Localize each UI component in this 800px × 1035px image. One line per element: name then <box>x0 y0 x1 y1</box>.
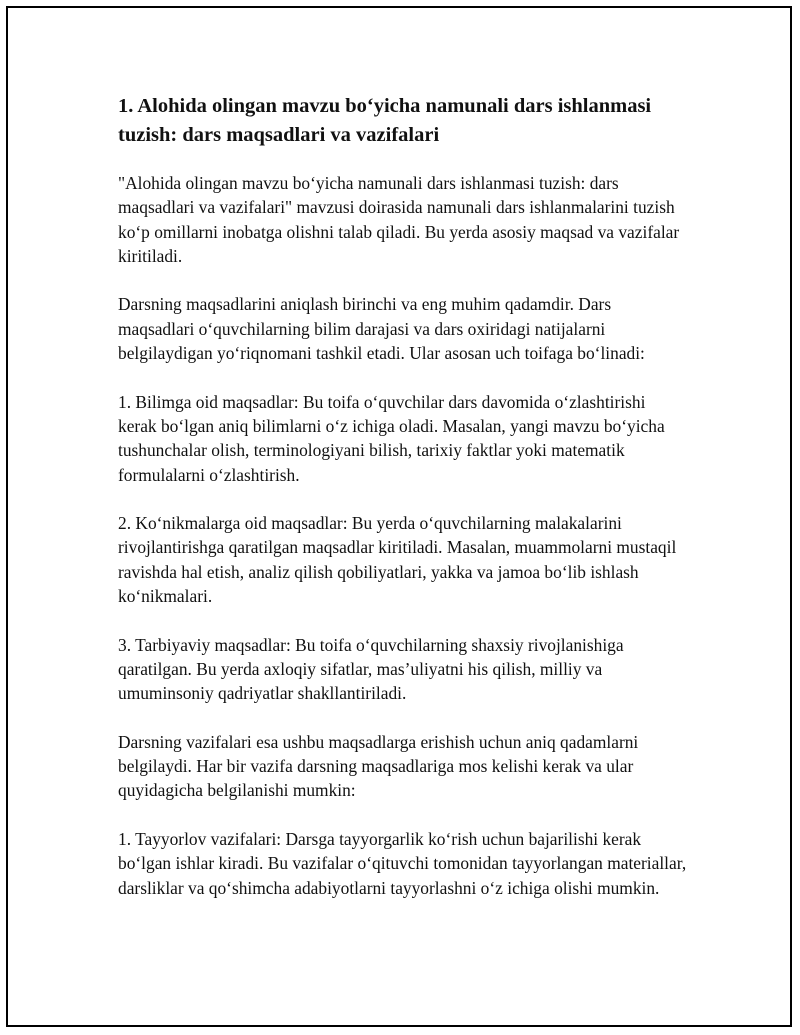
paragraph-intro: "Alohida olingan mavzu bo‘yicha namunali dars ishlanmasi tuzish: dars maqsadlari va vazifalari" mavzusi doirasida namunali dars ishlanmalarini tuzish ko‘p omillarni inobatga olishni talab qiladi. Bu yerda asosiy maqsad va vazifalar kiritiladi. <box>118 173 680 266</box>
paragraph-skill-goals: 2. Ko‘nikmalarga oid maqsadlar: Bu yerda o‘quvchilarning malakalarini rivojlantirishga qaratilgan maqsadlar kiritiladi. Masalan, muammolarni mustaqil ravishda hal etish, analiz qilish qobiliyatlari, yakka va jamoa bo‘lib ishlash ko‘nikmalari. <box>118 513 677 607</box>
paragraph-goals: Darsning maqsadlarini aniqlash birinchi va eng muhim qadamdir. Dars maqsadlari o‘quvchilarning bilim darajasi va dars oxiridagi natijalarni belgilaydigan yo‘riqnomani tashkil etadi. Ular asosan uch toifaga bo‘linadi: <box>118 294 645 364</box>
paragraph-preparation-tasks: 1. Tayyorlov vazifalari: Darsga tayyorgarlik ko‘rish uchun bajarilishi kerak bo‘lgan ishlar kiradi. Bu vazifalar o‘qituvchi tomonidan tayyorlangan materiallar, darsliklar va qo‘shimcha adabiyotlarni tayyorlashni o‘z ichiga olishi mumkin. <box>118 829 687 898</box>
section-heading: 1. Alohida olingan mavzu bo‘yicha namunali dars ishlanmasi tuzish: dars maqsadlari va vazifalari <box>118 95 652 146</box>
paragraph-educational-goals: 3. Tarbiyaviy maqsadlar: Bu toifa o‘quvchilarning shaxsiy rivojlanishiga qaratilgan. Bu yerda axloqiy sifatlar, mas’uliyatni his qilish, milliy va umuminsoniy qadriyatlar shakllantiriladi. <box>118 634 624 704</box>
paragraph-tasks: Darsning vazifalari esa ushbu maqsadlarga erishish uchun aniq qadamlarni belgilaydi. Har bir vazifa darsning maqsadlariga mos kelishi kerak va ular quyidagicha belgilanishi mumkin: <box>118 731 639 801</box>
document-body <box>118 92 688 924</box>
paragraph-knowledge-goals: 1. Bilimga oid maqsadlar: Bu toifa o‘quvchilar dars davomida o‘zlashtirishi kerak bo‘lgan aniq bilimlarni o‘z ichiga oladi. Masalan, yangi mavzu bo‘yicha tushunchalar olish, terminologiyani bilish, tarixiy faktlar yoki matematik formulalarni o‘zlashtirish. <box>118 391 665 485</box>
